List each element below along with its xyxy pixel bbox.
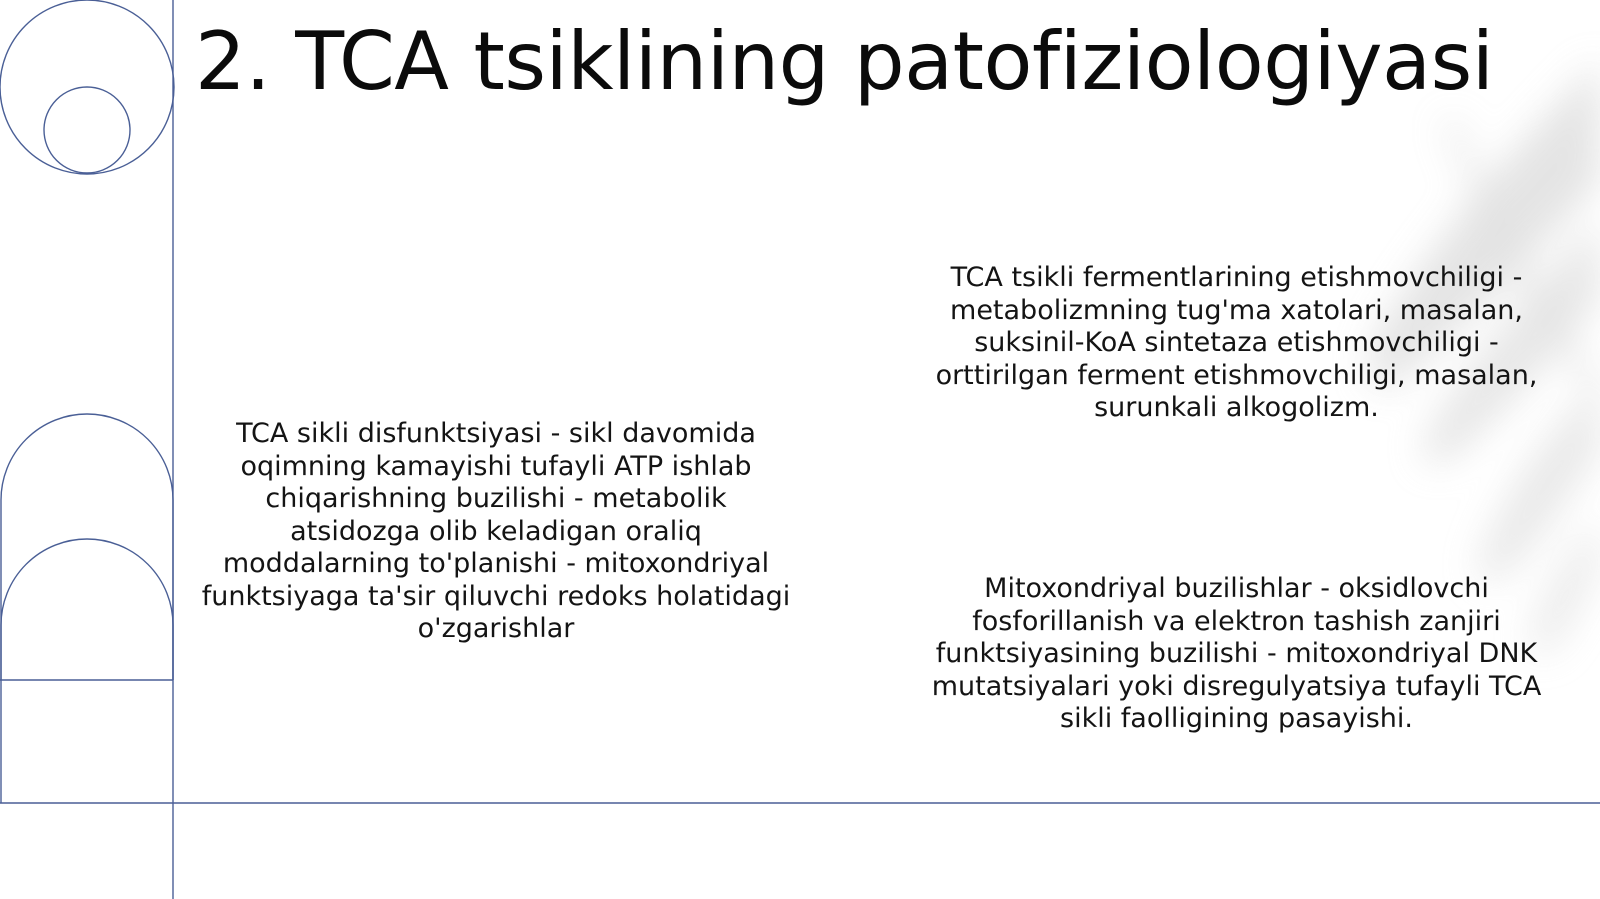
arch-decoration-lower [1,539,173,680]
text-block-mitochondrial-disorders: Mitoxondriyal buzilishlar - oksidlovchi fosforillanish va elektron tashish zanjiri funktsiyasining buzilishi - mitoxondriyal DNK mutatsiyalari yoki disregulyatsiya tufayli TCA sikli faolligining pasayishi. [931,573,1542,734]
arch-decoration-upper [1,414,173,680]
slide-title: 2. TCA tsiklining patofiziologiyasi [195,15,1494,108]
text-block-enzyme-deficiency: TCA tsikli fermentlarining etishmovchiligi - metabolizmning tug'ma xatolari, masalan, suksinil-KoA sintetaza etishmovchiligi - orttirilgan ferment etishmovchiligi, masalan, surunkali alkogolizm. [935,262,1538,423]
small-circle-decoration [44,87,130,173]
text-block-tca-dysfunction: TCA sikli disfunktsiyasi - sikl davomida oqimning kamayishi tufayli ATP ishlab chiqarishning buzilishi - metabolik atsidozga olib keladigan oraliq moddalarning to'planishi - mitoxondriyal funktsiyaga ta'sir qiluvchi redoks holatidagi o'zgarishlar [201,418,791,644]
